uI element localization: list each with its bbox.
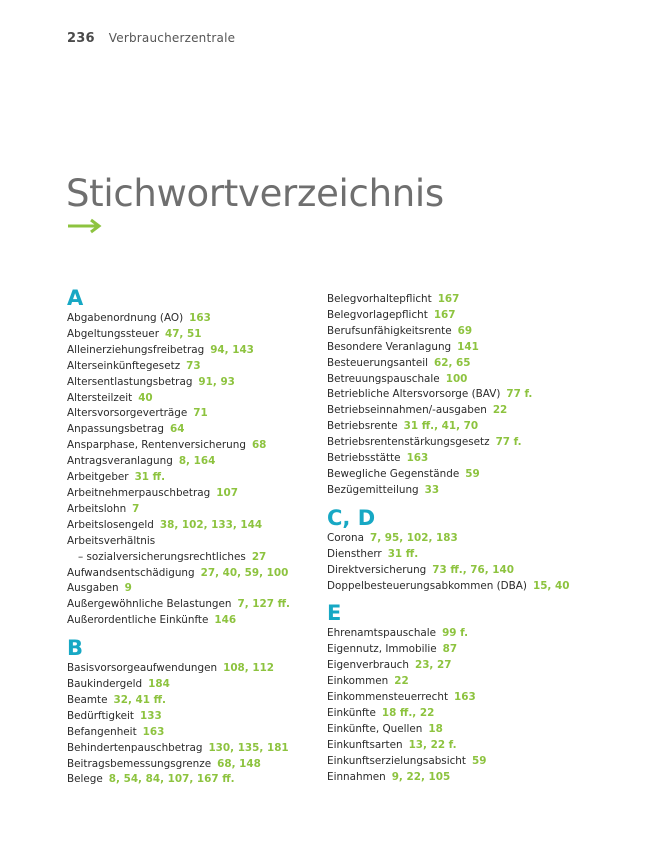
index-page-refs: 77 f. bbox=[495, 436, 522, 449]
index-page-refs: 73 ff., 76, 140 bbox=[432, 563, 514, 576]
index-page-refs: 8, 164 bbox=[178, 455, 216, 468]
index-page-refs: 33 bbox=[424, 483, 440, 496]
index-entry bbox=[327, 435, 572, 451]
index-entry bbox=[67, 566, 312, 582]
section-letter-e: E bbox=[327, 601, 342, 626]
index-term: Betriebsstätte bbox=[327, 452, 401, 465]
index-page-refs: 32, 41 ff. bbox=[113, 693, 166, 706]
section-letter-b: B bbox=[67, 636, 84, 661]
index-entry bbox=[67, 422, 312, 438]
index-page-refs: 22 bbox=[394, 675, 409, 688]
index-term: Einnahmen bbox=[327, 770, 386, 783]
index-term: Berufsunfähigkeitsrente bbox=[327, 324, 452, 337]
index-page-refs: 108, 112 bbox=[223, 662, 275, 675]
index-term: Außergewöhnliche Belastungen bbox=[67, 598, 232, 611]
index-page-refs: 167 bbox=[433, 308, 456, 321]
index-entry bbox=[67, 613, 312, 629]
index-entry bbox=[67, 502, 312, 518]
index-entry bbox=[327, 770, 572, 786]
index-term: Einkunftsarten bbox=[327, 738, 403, 751]
index-page-refs: 7 bbox=[132, 502, 140, 515]
index-entry bbox=[327, 754, 572, 770]
index-term: Antragsveranlagung bbox=[67, 455, 173, 468]
publisher-name: Verbraucherzentrale bbox=[108, 31, 236, 45]
index-page-refs: 69 bbox=[457, 324, 473, 337]
index-term: Belege bbox=[67, 773, 103, 786]
index-entry bbox=[327, 547, 572, 563]
index-term: Betreuungspauschale bbox=[327, 372, 440, 385]
index-term: Altersvorsorgeverträge bbox=[67, 407, 188, 420]
index-page-refs: 22 bbox=[492, 404, 508, 417]
index-entry bbox=[67, 677, 312, 693]
index-page-refs: 133 bbox=[140, 709, 162, 722]
index-entry bbox=[67, 597, 312, 613]
index-page-refs: 59 bbox=[471, 754, 487, 767]
index-entry bbox=[67, 709, 312, 725]
index-term: Belegvorlagepflicht bbox=[327, 308, 428, 321]
index-page-refs: 73 bbox=[186, 359, 201, 372]
index-entry bbox=[327, 387, 572, 403]
index-term: Beamte bbox=[67, 693, 108, 706]
index-term: Ehrenamtspauschale bbox=[327, 627, 437, 640]
section-cd-entries bbox=[327, 531, 572, 595]
index-term: Abgeltungssteuer bbox=[67, 327, 159, 340]
index-page-refs: 64 bbox=[169, 423, 185, 436]
index-entry bbox=[327, 403, 572, 419]
index-entry bbox=[67, 311, 312, 327]
index-page-refs: 18 bbox=[428, 722, 443, 735]
index-term: Ansparphase, Rentenversicherung bbox=[67, 439, 246, 452]
index-entry bbox=[327, 674, 572, 690]
index-entry bbox=[67, 534, 312, 550]
index-entry bbox=[327, 642, 572, 658]
index-term: Ausgaben bbox=[67, 582, 119, 595]
index-term: Einkommensteuerrecht bbox=[327, 691, 449, 704]
index-term: Baukindergeld bbox=[67, 678, 143, 691]
index-entry bbox=[327, 483, 572, 499]
index-entry bbox=[327, 658, 572, 674]
index-page-refs: 146 bbox=[214, 614, 237, 627]
index-page-refs: 9 bbox=[124, 582, 132, 595]
index-page-refs: 163 bbox=[142, 725, 165, 738]
index-entry bbox=[67, 518, 312, 534]
index-page-refs: 31 ff. bbox=[387, 547, 419, 560]
index-term: Bedürftigkeit bbox=[67, 709, 135, 722]
index-entry bbox=[327, 324, 572, 340]
index-term: Betriebsrente bbox=[327, 420, 398, 433]
index-entry bbox=[67, 343, 312, 359]
index-term: Einkünfte, Quellen bbox=[327, 722, 423, 735]
index-entry bbox=[327, 451, 572, 467]
index-term: Aufwandsentschädigung bbox=[67, 566, 195, 579]
index-page-refs: 107 bbox=[216, 486, 238, 499]
index-column-left bbox=[67, 286, 312, 788]
index-entry bbox=[67, 375, 312, 391]
index-term: Arbeitslohn bbox=[67, 502, 127, 515]
index-entry bbox=[67, 391, 312, 407]
index-term: Einkommen bbox=[327, 675, 389, 688]
section-a-entries bbox=[67, 311, 312, 629]
index-entry bbox=[67, 406, 312, 422]
index-entry bbox=[67, 359, 312, 375]
right-arrow-icon bbox=[67, 218, 103, 234]
index-entry bbox=[67, 741, 312, 757]
index-term: Arbeitnehmerpauschbetrag bbox=[67, 486, 211, 499]
index-page-refs: 167 bbox=[437, 293, 460, 305]
index-entry bbox=[327, 722, 572, 738]
index-page-refs: 31 ff. bbox=[134, 471, 166, 484]
index-entry bbox=[67, 438, 312, 454]
index-term: Einkünfte bbox=[327, 706, 376, 719]
index-page-refs: 163 bbox=[406, 452, 429, 465]
index-term: Direktversicherung bbox=[327, 563, 427, 576]
index-term: Betriebsrentenstärkungsgesetz bbox=[327, 436, 490, 449]
index-entry bbox=[67, 772, 312, 788]
index-page-refs: 77 f. bbox=[506, 388, 533, 401]
index-entry bbox=[327, 738, 572, 754]
index-entry bbox=[327, 579, 572, 595]
index-page-refs: 130, 135, 181 bbox=[208, 741, 289, 754]
index-page-refs: 71 bbox=[193, 407, 208, 420]
index-page-refs: 7, 95, 102, 183 bbox=[369, 531, 458, 544]
index-term: Bezügemitteilung bbox=[327, 483, 419, 496]
section-letter-a: A bbox=[67, 286, 84, 310]
index-page-refs: 87 bbox=[442, 643, 458, 656]
index-entry bbox=[327, 706, 572, 722]
index-term: Alterseinkünftegesetz bbox=[67, 359, 181, 372]
index-page-refs: 31 ff., 41, 70 bbox=[403, 420, 479, 433]
index-entry bbox=[327, 372, 572, 388]
index-term: Arbeitsverhältnis bbox=[67, 534, 156, 547]
index-term: Bewegliche Gegenstände bbox=[327, 467, 460, 480]
index-page-refs: 163 bbox=[189, 312, 211, 324]
page-number: 236 bbox=[67, 31, 95, 46]
index-entry bbox=[67, 693, 312, 709]
index-page-refs: 141 bbox=[457, 340, 479, 353]
index-entry bbox=[327, 356, 572, 372]
index-entry bbox=[67, 454, 312, 470]
index-entry bbox=[327, 626, 572, 642]
index-term: – sozialversicherungsrechtliches bbox=[78, 550, 246, 563]
index-entry bbox=[327, 563, 572, 579]
index-term: Belegvorhaltepflicht bbox=[327, 293, 432, 305]
index-page-refs: 23, 27 bbox=[414, 659, 452, 672]
index-term: Befangenheit bbox=[67, 725, 137, 738]
index-entry bbox=[67, 725, 312, 741]
index-term: Außerordentliche Einkünfte bbox=[67, 614, 209, 627]
index-term: Beitragsbemessungsgrenze bbox=[67, 757, 212, 770]
index-entry bbox=[327, 419, 572, 435]
index-term: Basisvorsorgeaufwendungen bbox=[67, 662, 218, 675]
index-term: Doppelbesteuerungsabkommen (DBA) bbox=[327, 579, 527, 592]
index-term: Corona bbox=[327, 531, 364, 544]
index-term: Anpassungsbetrag bbox=[67, 423, 164, 436]
index-page-refs: 68 bbox=[251, 439, 267, 452]
section-e-entries bbox=[327, 626, 572, 785]
index-page-refs: 100 bbox=[445, 372, 468, 385]
section-letter-cd: C, D bbox=[327, 505, 376, 530]
index-page-refs: 184 bbox=[148, 678, 170, 691]
page-header bbox=[67, 31, 235, 46]
section-b-continued-entries bbox=[327, 292, 572, 499]
index-page-refs: 15, 40 bbox=[532, 579, 570, 592]
index-page-refs: 27 bbox=[251, 550, 267, 563]
index-term: Arbeitgeber bbox=[67, 471, 129, 484]
index-term: Dienstherr bbox=[327, 547, 382, 560]
index-term: Abgabenordnung (AO) bbox=[67, 312, 184, 324]
index-column-right bbox=[327, 292, 572, 785]
index-term: Altersentlastungsbetrag bbox=[67, 375, 193, 388]
index-entry bbox=[327, 308, 572, 324]
section-b-entries bbox=[67, 661, 312, 788]
index-term: Betriebseinnahmen/-ausgaben bbox=[327, 404, 487, 417]
index-page-refs: 94, 143 bbox=[210, 343, 254, 356]
index-page-refs: 68, 148 bbox=[217, 757, 261, 770]
index-page-refs: 91, 93 bbox=[198, 375, 235, 388]
index-entry bbox=[67, 581, 312, 597]
index-term: Besondere Veranlagung bbox=[327, 340, 452, 353]
index-page-refs: 59 bbox=[465, 467, 480, 480]
index-page-refs: 40 bbox=[138, 391, 153, 404]
index-term: Betriebliche Altersvorsorge (BAV) bbox=[327, 388, 501, 401]
index-page-refs: 9, 22, 105 bbox=[391, 770, 451, 783]
index-entry bbox=[67, 470, 312, 486]
index-term: Behindertenpauschbetrag bbox=[67, 741, 203, 754]
index-entry bbox=[327, 531, 572, 547]
index-term: Alleinerziehungsfreibetrag bbox=[67, 343, 205, 356]
index-entry bbox=[67, 550, 312, 566]
index-term: Besteuerungsanteil bbox=[327, 356, 429, 369]
index-entry bbox=[67, 486, 312, 502]
index-page-refs: 18 ff., 22 bbox=[381, 706, 435, 719]
index-term: Arbeitslosengeld bbox=[67, 518, 154, 531]
index-entry bbox=[327, 467, 572, 483]
index-entry bbox=[67, 661, 312, 677]
index-page-refs: 38, 102, 133, 144 bbox=[159, 518, 263, 531]
index-page-refs: 99 f. bbox=[442, 627, 469, 640]
index-term: Einkunftserzielungsabsicht bbox=[327, 754, 466, 767]
index-entry bbox=[327, 292, 572, 308]
index-page-refs: 47, 51 bbox=[164, 327, 202, 340]
index-entry bbox=[67, 757, 312, 773]
index-page-refs: 13, 22 f. bbox=[408, 738, 457, 751]
index-entry bbox=[327, 340, 572, 356]
page-title: Stichwortverzeichnis bbox=[66, 172, 444, 215]
index-page-refs: 8, 54, 84, 107, 167 ff. bbox=[108, 773, 235, 786]
index-page-refs: 7, 127 ff. bbox=[237, 598, 290, 611]
index-entry bbox=[67, 327, 312, 343]
index-term: Eigenverbrauch bbox=[327, 659, 409, 672]
index-entry bbox=[327, 690, 572, 706]
index-page-refs: 62, 65 bbox=[434, 356, 471, 369]
index-page-refs: 163 bbox=[454, 691, 476, 704]
index-term: Eigennutz, Immobilie bbox=[327, 643, 437, 656]
index-page-refs: 27, 40, 59, 100 bbox=[200, 566, 289, 579]
index-term: Altersteilzeit bbox=[67, 391, 133, 404]
